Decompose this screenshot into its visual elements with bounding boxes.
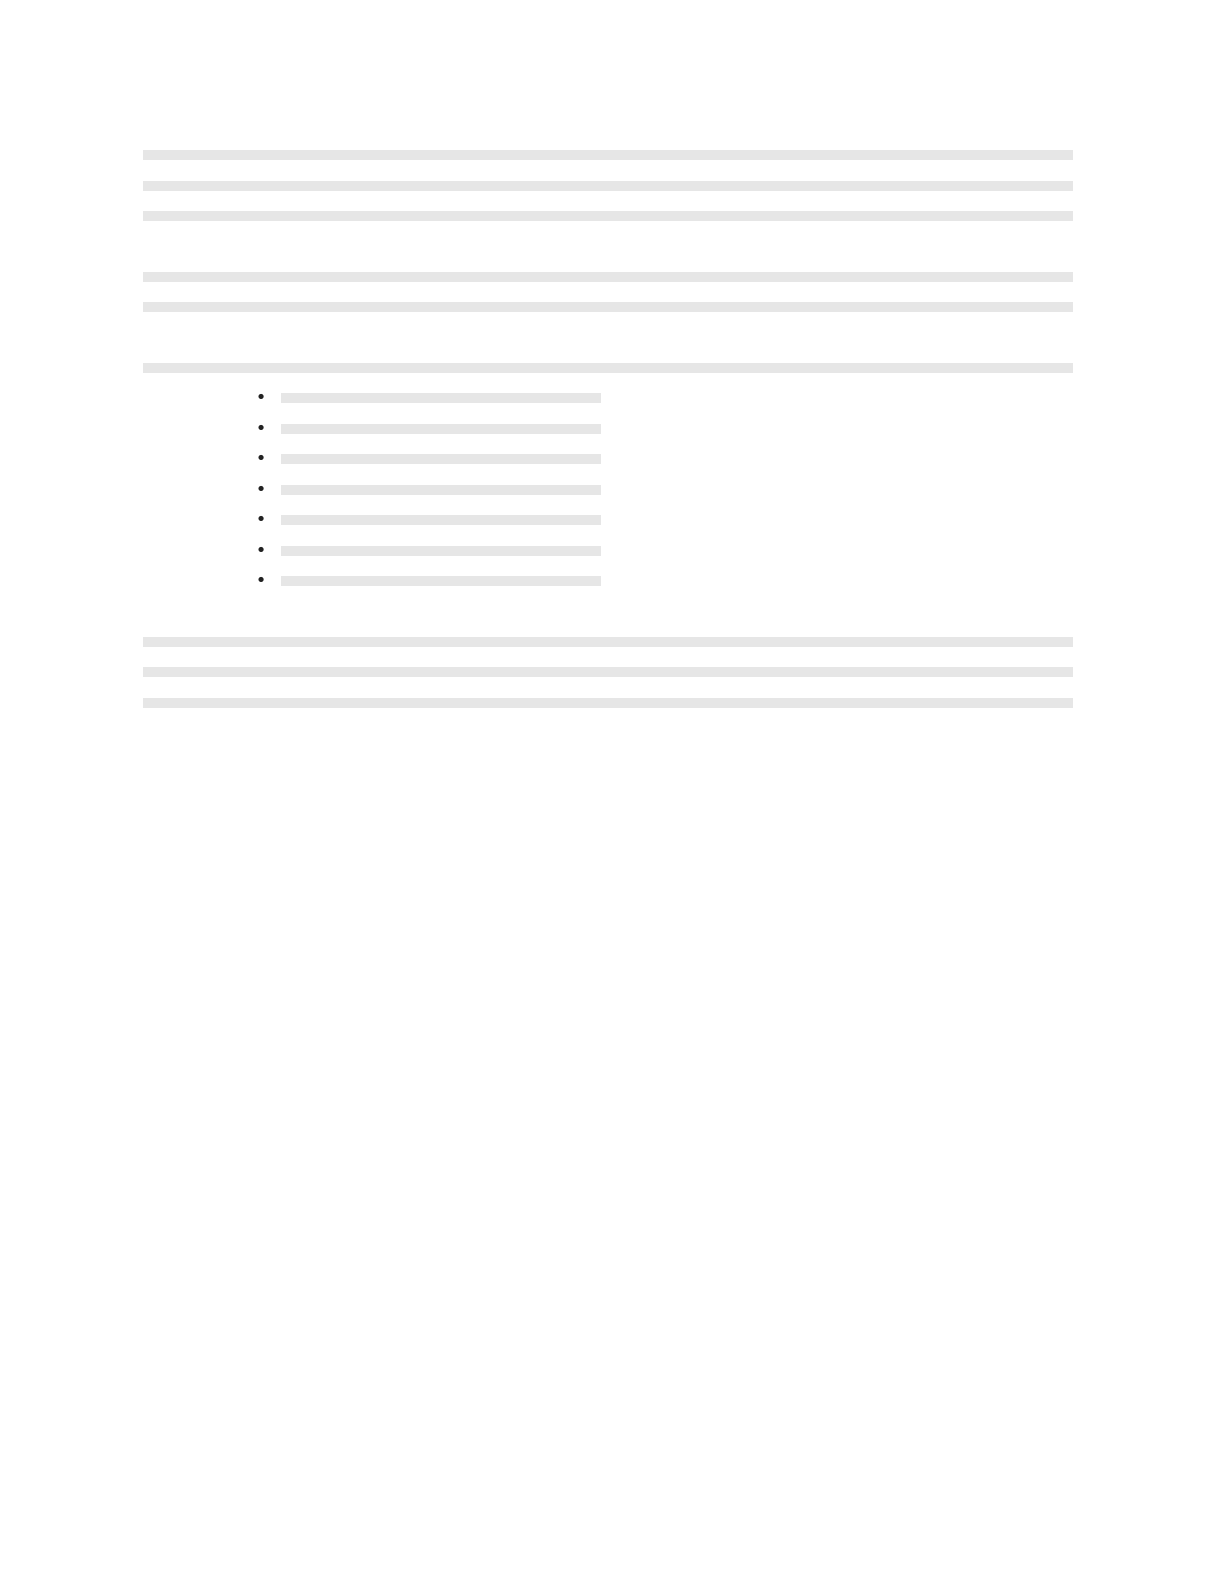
- metodologia-section: [143, 627, 1073, 719]
- list-item-text: [281, 570, 601, 591]
- list-item: [251, 383, 1073, 414]
- bullet-icon: •: [255, 539, 267, 561]
- list-item-text: [281, 509, 601, 530]
- bullet-icon: •: [255, 448, 267, 469]
- competencias-list: [143, 383, 1073, 597]
- intro-paragraph-2: [143, 171, 1073, 202]
- bullet-icon: •: [255, 417, 267, 439]
- competencias-section: [143, 353, 1073, 597]
- list-item-text: [281, 540, 601, 561]
- section-spacer: [143, 597, 1073, 627]
- list-item-text: [281, 448, 601, 469]
- metodologia-paragraph-1: [143, 657, 1073, 688]
- list-item: [251, 505, 1073, 536]
- list-item-text: [281, 479, 601, 500]
- list-item: [251, 475, 1073, 506]
- list-item-text: [281, 418, 601, 439]
- section-spacer: [143, 323, 1073, 353]
- list-item: [251, 444, 1073, 475]
- objetivos-heading: [143, 262, 1073, 293]
- section-spacer: [143, 232, 1073, 262]
- document-body: [143, 140, 1073, 718]
- bullet-icon: •: [255, 509, 267, 530]
- intro-paragraph-3: [143, 201, 1073, 232]
- metodologia-heading: [143, 627, 1073, 658]
- bullet-icon: •: [255, 570, 267, 591]
- competencias-heading: [143, 353, 1073, 384]
- objetivos-text: [143, 292, 1073, 323]
- list-item: [251, 566, 1073, 597]
- list-item-text: [281, 387, 601, 408]
- bullet-icon: •: [255, 387, 267, 408]
- list-item: [251, 414, 1073, 445]
- intro-paragraph-1: [143, 140, 1073, 171]
- list-item: [251, 536, 1073, 567]
- objetivos-section: [143, 262, 1073, 323]
- metodologia-paragraph-2: [143, 688, 1073, 719]
- bullet-icon: •: [255, 478, 267, 500]
